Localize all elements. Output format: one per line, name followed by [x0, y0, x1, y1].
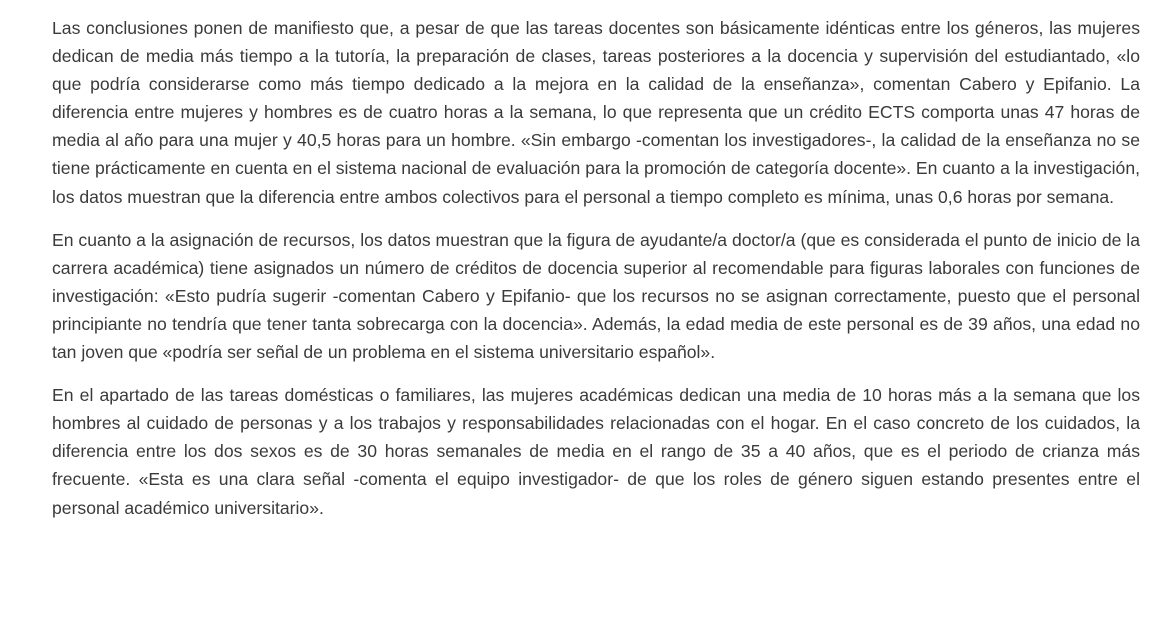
paragraph-conclusions: Las conclusiones ponen de manifiesto que, a pesar de que las tareas docentes son básicamente idénticas entre los géneros, las mujeres dedican de media más tiempo a la tutoría, la preparación de clases, tareas posteriores a la docencia y supervisión del estudiantado, «lo que podría considerarse como más tiempo dedicado a la mejora en la calidad de la enseñanza», comentan Cabero y Epifanio. La diferencia entre mujeres y hombres es de cuatro horas a la semana, lo que representa que un crédito ECTS comporta unas 47 horas de media al año para una mujer y 40,5 horas para un hombre. «Sin embargo -comentan los investigadores-, la calidad de la enseñanza no se tiene prácticamente en cuenta en el sistema nacional de evaluación para la promoción de categoría docente». En cuanto a la investigación, los datos muestran que la diferencia entre ambos colectivos para el personal a tiempo completo es mínima, unas 0,6 horas por semana.: [52, 18, 1140, 207]
article-body: [52, 14, 1140, 537]
paragraph-domestic-tasks: En el apartado de las tareas domésticas o familiares, las mujeres académicas dedican una media de 10 horas más a la semana que los hombres al cuidado de personas y a los trabajos y responsabilidades relacionadas con el hogar. En el caso concreto de los cuidados, la diferencia entre los dos sexos es de 30 horas semanales de media en el rango de 35 a 40 años, que es el periodo de crianza más frecuente. «Esta es una clara señal -comenta el equipo investigador- de que los roles de género siguen estando presentes entre el personal académico universitario».: [52, 385, 1140, 518]
paragraph-resources: En cuanto a la asignación de recursos, los datos muestran que la figura de ayudante/a doctor/a (que es considerada el punto de inicio de la carrera académica) tiene asignados un número de créditos de docencia superior al recomendable para figuras laborales con funciones de investigación: «Esto pudría sugerir -comentan Cabero y Epifanio- que los recursos no se asignan correctamente, puesto que el personal principiante no tendría que tener tanta sobrecarga con la docencia». Además, la edad media de este personal es de 39 años, una edad no tan joven que «podría ser señal de un problema en el sistema universitario español».: [52, 229, 1140, 363]
